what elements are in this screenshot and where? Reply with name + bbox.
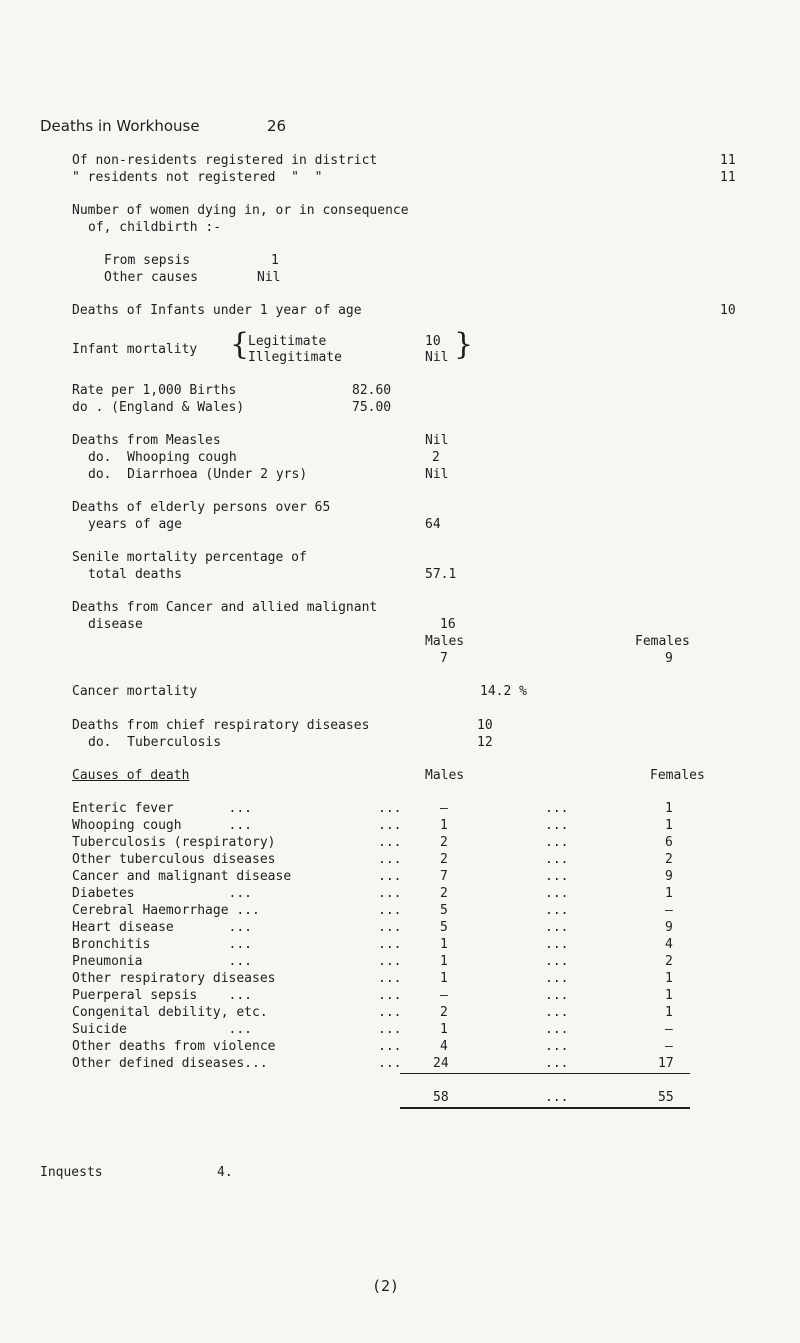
residents-label: " residents not registered " " (72, 170, 323, 185)
total-females: 55 (658, 1090, 674, 1105)
cause-label: Enteric fever ... (72, 801, 253, 816)
cause-label: Cerebral Haemorrhage ... (72, 903, 260, 918)
cause-males: 2 (440, 835, 448, 850)
row-dots: ... (378, 801, 402, 816)
illegitimate-value: Nil (425, 350, 449, 365)
cancer-total: 16 (440, 617, 456, 632)
elderly-value: 64 (425, 517, 441, 532)
cause-females: 1 (665, 801, 673, 816)
cancer-mortality-value: 14.2 % (480, 684, 527, 699)
row-dots: ... (378, 971, 402, 986)
cause-females: 1 (665, 886, 673, 901)
childbirth-line2: of, childbirth :- (88, 220, 222, 235)
cancer-females-value: 9 (665, 651, 673, 666)
tuberculosis-value: 12 (477, 735, 493, 750)
table-row (0, 852, 800, 868)
row-dots: ... (378, 1039, 402, 1054)
cause-females: – (665, 1039, 673, 1054)
row-dots: ... (545, 954, 569, 969)
total-dots: ... (545, 1090, 569, 1105)
inquests-value: 4. (217, 1165, 233, 1180)
cause-label: Bronchitis ... (72, 937, 253, 952)
table-row (0, 971, 800, 987)
cause-males: 1 (440, 818, 448, 833)
cause-label: Other respiratory diseases (72, 971, 276, 986)
whooping-value: 2 (432, 450, 440, 465)
nonresidents-value: 11 (720, 153, 736, 168)
tuberculosis-label: do. Tuberculosis (88, 735, 222, 750)
row-dots: ... (378, 1005, 402, 1020)
rate-label: Rate per 1,000 Births (72, 383, 237, 398)
cause-label: Diabetes ... (72, 886, 253, 901)
cause-males: 24 (433, 1056, 449, 1071)
inquests-label: Inquests (40, 1165, 103, 1180)
cause-females: 9 (665, 920, 673, 935)
row-dots: ... (378, 903, 402, 918)
row-dots: ... (545, 886, 569, 901)
cause-label: Pneumonia ... (72, 954, 253, 969)
row-dots: ... (378, 954, 402, 969)
row-dots: ... (545, 852, 569, 867)
total-rule (400, 1107, 690, 1109)
sepsis-value: 1 (271, 253, 279, 268)
row-dots: ... (378, 1022, 402, 1037)
cancer-mortality-label: Cancer mortality (72, 684, 198, 699)
cause-females: 6 (665, 835, 673, 850)
childbirth-line1: Number of women dying in, or in consequence (72, 203, 409, 218)
infant-mortality-label: Infant mortality (72, 342, 198, 357)
cause-females: 17 (658, 1056, 674, 1071)
row-dots: ... (545, 801, 569, 816)
cause-males: 1 (440, 937, 448, 952)
total-males: 58 (433, 1090, 449, 1105)
whooping-label: do. Whooping cough (88, 450, 237, 465)
england-wales-value: 75.00 (352, 400, 392, 415)
row-dots: ... (545, 971, 569, 986)
cause-label: Other deaths from violence (72, 1039, 276, 1054)
cause-label: Other tuberculous diseases (72, 852, 276, 867)
table-row (0, 954, 800, 970)
row-dots: ... (378, 852, 402, 867)
cause-females: 1 (665, 818, 673, 833)
elderly-line2: years of age (88, 517, 182, 532)
cause-males: – (440, 988, 448, 1003)
illegitimate-label: Illegitimate (248, 350, 342, 365)
table-row (0, 1039, 800, 1055)
table-row (0, 903, 800, 919)
table-row (0, 886, 800, 902)
cause-females: 1 (665, 971, 673, 986)
legitimate-value: 10 (425, 334, 441, 349)
table-row (0, 835, 800, 851)
page-number-top: 26 (267, 117, 287, 135)
cause-label: Other defined diseases... (72, 1056, 268, 1071)
respiratory-label: Deaths from chief respiratory diseases (72, 718, 370, 733)
measles-value: Nil (425, 433, 449, 448)
table-row (0, 988, 800, 1004)
cause-label: Congenital debility, etc. (72, 1005, 268, 1020)
cancer-females-label: Females (635, 634, 690, 649)
cause-males: 4 (440, 1039, 448, 1054)
cause-label: Cancer and malignant disease (72, 869, 292, 884)
residents-value: 11 (720, 170, 736, 185)
row-dots: ... (545, 920, 569, 935)
row-dots: ... (545, 1005, 569, 1020)
row-dots: ... (545, 818, 569, 833)
cancer-line2: disease (88, 617, 143, 632)
cause-label: Heart disease ... (72, 920, 253, 935)
row-dots: ... (378, 1056, 402, 1071)
table-row (0, 869, 800, 885)
senile-value: 57.1 (425, 567, 457, 582)
diarrhoea-label: do. Diarrhoea (Under 2 yrs) (88, 467, 308, 482)
row-dots: ... (378, 920, 402, 935)
cause-label: Suicide ... (72, 1022, 253, 1037)
diarrhoea-value: Nil (425, 467, 449, 482)
row-dots: ... (545, 869, 569, 884)
row-dots: ... (545, 1039, 569, 1054)
cause-females: 4 (665, 937, 673, 952)
senile-line2: total deaths (88, 567, 182, 582)
cause-females: 9 (665, 869, 673, 884)
infant-deaths-value: 10 (720, 303, 736, 318)
cause-females: 1 (665, 988, 673, 1003)
cause-label: Tuberculosis (respiratory) (72, 835, 276, 850)
cause-males: 5 (440, 903, 448, 918)
right-brace-infant: } (454, 327, 474, 362)
cancer-line1: Deaths from Cancer and allied malignant (72, 600, 378, 615)
cause-females: 2 (665, 954, 673, 969)
cause-females: 1 (665, 1005, 673, 1020)
cause-males: – (440, 801, 448, 816)
row-dots: ... (545, 835, 569, 850)
cancer-males-label: Males (425, 634, 465, 649)
row-dots: ... (378, 869, 402, 884)
table-row (0, 937, 800, 953)
table-row (0, 818, 800, 834)
cause-females: 2 (665, 852, 673, 867)
row-dots: ... (378, 835, 402, 850)
legitimate-label: Legitimate (248, 334, 327, 349)
row-dots: ... (545, 988, 569, 1003)
nonresidents-label: Of non-residents registered in district (72, 153, 378, 168)
row-dots: ... (545, 937, 569, 952)
rate-value: 82.60 (352, 383, 392, 398)
cause-males: 5 (440, 920, 448, 935)
row-dots: ... (378, 937, 402, 952)
cause-males: 2 (440, 886, 448, 901)
cause-males: 1 (440, 971, 448, 986)
row-dots: ... (378, 886, 402, 901)
respiratory-value: 10 (477, 718, 493, 733)
cause-males: 1 (440, 954, 448, 969)
other-causes-value: Nil (257, 270, 281, 285)
page-title: Deaths in Workhouse (40, 117, 200, 135)
cause-males: 7 (440, 869, 448, 884)
left-brace-infant: { (230, 327, 250, 362)
causes-heading: Causes of death (72, 768, 190, 783)
causes-females-heading: Females (650, 768, 705, 783)
infant-deaths-label: Deaths of Infants under 1 year of age (72, 303, 362, 318)
cause-females: – (665, 1022, 673, 1037)
cause-males: 2 (440, 852, 448, 867)
causes-males-heading: Males (425, 768, 465, 783)
subtotal-rule (400, 1073, 690, 1074)
sepsis-label: From sepsis (104, 253, 191, 268)
table-row (0, 1005, 800, 1021)
cause-label: Whooping cough ... (72, 818, 253, 833)
cause-females: – (665, 903, 673, 918)
table-row (0, 1022, 800, 1038)
row-dots: ... (545, 1022, 569, 1037)
senile-line1: Senile mortality percentage of (72, 550, 307, 565)
row-dots: ... (378, 818, 402, 833)
footer-page-number: (2) (372, 1277, 400, 1295)
table-row (0, 1056, 800, 1072)
row-dots: ... (378, 988, 402, 1003)
other-causes-label: Other causes (104, 270, 198, 285)
england-wales-label: do . (England & Wales) (72, 400, 245, 415)
table-row (0, 801, 800, 817)
measles-label: Deaths from Measles (72, 433, 221, 448)
elderly-line1: Deaths of elderly persons over 65 (72, 500, 331, 515)
cause-males: 1 (440, 1022, 448, 1037)
cancer-males-value: 7 (440, 651, 448, 666)
table-row (0, 920, 800, 936)
row-dots: ... (545, 903, 569, 918)
cause-males: 2 (440, 1005, 448, 1020)
cause-label: Puerperal sepsis ... (72, 988, 253, 1003)
row-dots: ... (545, 1056, 569, 1071)
